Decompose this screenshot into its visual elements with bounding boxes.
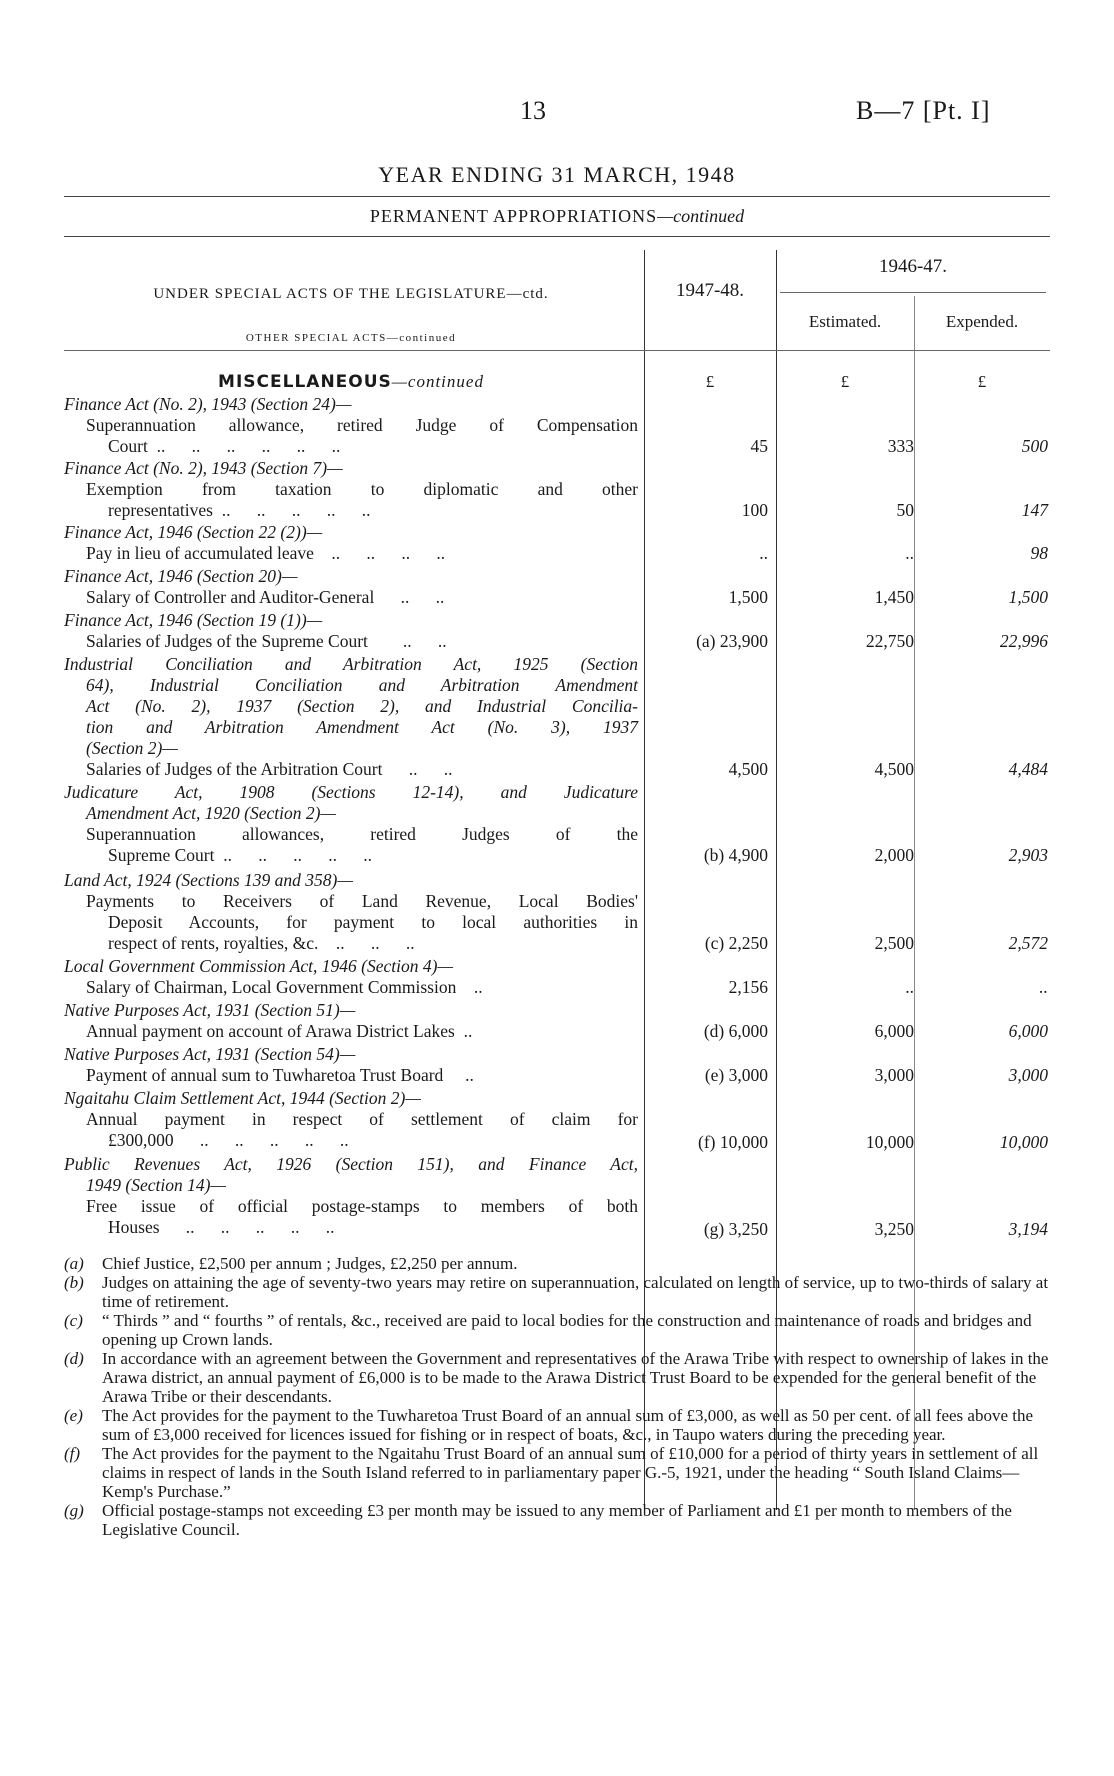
value-estimated: 3,250 <box>874 1219 914 1239</box>
value-estimated: 3,000 <box>874 1065 914 1085</box>
column-header-1946-47: 1946-47. <box>878 256 948 277</box>
footnote-text: Judges on attaining the age of seventy-two years may retire on superannuation, calculated on length of service, up to two-thirds of salary at time of retirement. <box>102 1273 1049 1311</box>
value-1947-48: (a) 23,900 <box>696 631 768 651</box>
value-estimated: 2,000 <box>874 845 914 865</box>
act-reference: Amendment Act, 1920 (Section 2)— <box>86 803 336 823</box>
item-description-continued: Deposit Accounts, for payment to local authorities in <box>108 912 638 932</box>
value-expended: 22,996 <box>999 631 1048 651</box>
act-reference: 64), Industrial Conciliation and Arbitration Amendment <box>86 675 638 695</box>
value-estimated: 6,000 <box>874 1021 914 1041</box>
act-reference: Finance Act (No. 2), 1943 (Section 24)— <box>64 394 352 414</box>
leader-dots: .. .. <box>382 759 453 779</box>
footnote-label: (f) <box>64 1444 81 1463</box>
category-heading-text: MISCELLANEOUS <box>218 372 392 392</box>
item-text: Payment of annual sum to Tuwharetoa Trust Board <box>86 1065 444 1085</box>
item-description <box>64 587 638 608</box>
act-reference: Finance Act (No. 2), 1943 (Section 7)— <box>64 458 343 478</box>
value-expended: 500 <box>1021 436 1048 456</box>
leader-dots: .. .. .. .. .. <box>214 845 372 865</box>
document-reference: B—7 [Pt. I] <box>856 96 991 125</box>
item-text: Salaries of Judges of the Supreme Court <box>86 631 368 651</box>
footnote-label: (b) <box>64 1273 84 1292</box>
value-expended: 3,194 <box>1008 1219 1048 1239</box>
act-reference: Land Act, 1924 (Sections 139 and 358)— <box>64 870 353 890</box>
leader-dots: .. .. .. .. .. <box>159 1217 335 1237</box>
footnote-label: (d) <box>64 1349 84 1368</box>
footnote <box>64 1501 1050 1539</box>
act-reference: Finance Act, 1946 (Section 22 (2))— <box>64 522 323 542</box>
category-heading <box>64 372 638 392</box>
value-1947-48: 2,156 <box>728 977 768 997</box>
act-reference: Industrial Conciliation and Arbitration Act, 1925 (Section <box>64 654 638 674</box>
value-1947-48: 4,500 <box>728 759 768 779</box>
item-text: Supreme Court <box>108 845 215 865</box>
item-text: Annual payment on account of Arawa District Lakes <box>86 1021 455 1041</box>
footnote <box>64 1311 1050 1349</box>
row-description <box>64 870 638 954</box>
item-description: Exemption from taxation to diplomatic and other <box>86 479 638 499</box>
value-1947-48: (f) 10,000 <box>698 1132 768 1152</box>
value-1947-48: 1,500 <box>728 587 768 607</box>
row-description <box>64 566 638 608</box>
footnote-text: “ Thirds ” and “ fourths ” of rentals, &c., received are paid to local bodies for the construction and maintenance of roads and bridges and opening up Crown lands. <box>102 1311 1032 1349</box>
item-description-continued <box>64 1217 638 1238</box>
item-text: representatives <box>108 500 213 520</box>
footnote-text: In accordance with an agreement between the Government and representatives of the Arawa Tribe with respect to ownership of lakes in the Arawa district, an annual payment of £6,000 is to be made to the Arawa District Trust Board to be expended for the general benefit of the Arawa Tribe or their descendants. <box>102 1349 1049 1406</box>
table-heading: UNDER SPECIAL ACTS OF THE LEGISLATURE—ctd. <box>153 286 549 302</box>
value-estimated: 22,750 <box>865 631 914 651</box>
value-expended: 1,500 <box>1008 587 1048 607</box>
item-description <box>64 543 638 564</box>
value-1947-48: (c) 2,250 <box>704 933 768 953</box>
footnote-label: (a) <box>64 1254 84 1273</box>
footnote-text: Chief Justice, £2,500 per annum ; Judges, £2,250 per annum. <box>102 1254 518 1273</box>
page-number: 13 <box>520 96 546 125</box>
value-expended: 147 <box>1021 500 1048 520</box>
section-rule <box>64 236 1050 237</box>
footnote <box>64 1273 1050 1311</box>
row-description <box>64 1044 638 1086</box>
value-1947-48: (b) 4,900 <box>703 845 768 865</box>
footnote <box>64 1349 1050 1406</box>
item-description: Annual payment in respect of settlement of claim for <box>86 1109 638 1129</box>
row-description <box>64 522 638 564</box>
item-description-continued <box>64 500 638 521</box>
section-title-text: PERMANENT APPROPRIATIONS <box>369 206 658 226</box>
footnote <box>64 1406 1050 1444</box>
act-reference: Local Government Commission Act, 1946 (Section 4)— <box>64 956 454 976</box>
footnote-text: The Act provides for the payment to the Tuwharetoa Trust Board of an annual sum of £3,000, as well as 50 per cent. of all fees above the sum of £3,000 received for licences issued for fishing or in respect of boats, &c., in Taupo waters during the preceding year. <box>102 1406 1034 1444</box>
item-text: Salary of Chairman, Local Government Commission <box>86 977 457 997</box>
item-description: Superannuation allowance, retired Judge of Compensation <box>86 415 638 435</box>
item-description-continued <box>64 933 638 954</box>
value-estimated: 333 <box>887 436 914 456</box>
leader-dots: .. <box>443 1065 474 1085</box>
item-text: Court <box>108 436 148 456</box>
value-expended: 3,000 <box>1008 1065 1048 1085</box>
footnote-text: The Act provides for the payment to the Ngaitahu Trust Board of an annual sum of £10,000 for a period of thirty years in settlement of all claims in respect of lands in the South Island referred to in parliamentary paper G.-5, 1921, under the heading “ South Island Claims—Kemp's Purchase.” <box>102 1444 1039 1501</box>
value-1947-48: (g) 3,250 <box>703 1219 768 1239</box>
row-description <box>64 1154 638 1238</box>
footnote <box>64 1254 1050 1273</box>
leader-dots: .. .. <box>374 587 445 607</box>
section-title <box>0 206 1114 227</box>
item-description: Payments to Receivers of Land Revenue, Local Bodies' <box>86 891 638 911</box>
value-estimated: 10,000 <box>865 1132 914 1152</box>
row-description <box>64 610 638 652</box>
value-expended: 10,000 <box>999 1132 1048 1152</box>
item-description <box>64 1065 638 1086</box>
item-description <box>64 977 638 998</box>
row-description <box>64 394 638 457</box>
act-reference: Native Purposes Act, 1931 (Section 54)— <box>64 1044 356 1064</box>
act-reference: Native Purposes Act, 1931 (Section 51)— <box>64 1000 356 1020</box>
act-reference: Finance Act, 1946 (Section 19 (1))— <box>64 610 323 630</box>
currency-symbol: £ <box>840 372 850 391</box>
value-expended: 98 <box>1030 543 1048 563</box>
leader-dots: .. <box>456 977 483 997</box>
item-text: Salaries of Judges of the Arbitration Court <box>86 759 383 779</box>
value-expended: 4,484 <box>1008 759 1048 779</box>
value-expended: 2,572 <box>1008 933 1048 953</box>
row-description <box>64 1000 638 1042</box>
footnote-label: (e) <box>64 1406 83 1425</box>
value-estimated: .. <box>905 977 914 997</box>
section-title-suffix: —continued <box>657 206 745 226</box>
act-reference: Finance Act, 1946 (Section 20)— <box>64 566 298 586</box>
leader-dots: .. .. .. .. <box>313 543 446 563</box>
row-description <box>64 956 638 998</box>
item-description: Free issue of official postage-stamps to members of both <box>86 1196 638 1216</box>
value-1947-48: (d) 6,000 <box>703 1021 768 1041</box>
item-description <box>64 1021 638 1042</box>
value-estimated: 1,450 <box>874 587 914 607</box>
value-1947-48: 45 <box>750 436 768 456</box>
leader-dots: .. .. .. .. .. .. <box>147 436 341 456</box>
leader-dots: .. .. .. .. .. <box>173 1130 349 1150</box>
value-1947-48: 100 <box>741 500 768 520</box>
footnote-label: (c) <box>64 1311 83 1330</box>
table-subheading <box>64 332 638 344</box>
category-heading-suffix: —continued <box>391 372 484 391</box>
column-header-estimated: Estimated. <box>808 312 882 331</box>
act-reference: 1949 (Section 14)— <box>86 1175 226 1195</box>
footnotes <box>64 1254 1050 1539</box>
value-1947-48: .. <box>759 543 768 563</box>
item-text: £300,000 <box>108 1130 174 1150</box>
item-text: respect of rents, royalties, &c. <box>108 933 319 953</box>
item-description <box>64 631 638 652</box>
value-estimated: 4,500 <box>874 759 914 779</box>
footnote-label: (g) <box>64 1501 84 1520</box>
act-reference: Judicature Act, 1908 (Sections 12-14), and Judicature <box>64 782 638 802</box>
currency-symbol: £ <box>705 372 715 391</box>
value-expended: .. <box>1039 977 1048 997</box>
row-description <box>64 654 638 780</box>
column-header-expended: Expended. <box>945 312 1019 331</box>
value-1947-48: (e) 3,000 <box>704 1065 768 1085</box>
item-text: Houses <box>108 1217 160 1237</box>
value-expended: 2,903 <box>1008 845 1048 865</box>
row-description <box>64 782 638 866</box>
top-rule <box>64 196 1050 197</box>
item-description-continued <box>64 845 638 866</box>
leader-dots: .. <box>454 1021 473 1041</box>
value-estimated: 50 <box>896 500 914 520</box>
header-bottom-rule <box>64 350 1050 351</box>
row-description <box>64 1088 638 1151</box>
act-reference: Ngaitahu Claim Settlement Act, 1944 (Section 2)— <box>64 1088 421 1108</box>
act-reference: tion and Arbitration Amendment Act (No. 3), 1937 <box>86 717 638 737</box>
item-description <box>64 759 638 780</box>
row-description <box>64 458 638 521</box>
leader-dots: .. .. <box>367 631 447 651</box>
item-description-continued <box>64 1130 638 1151</box>
item-text: Pay in lieu of accumulated leave <box>86 543 314 563</box>
year-title: YEAR ENDING 31 MARCH, 1948 <box>378 162 736 187</box>
leader-dots: .. .. .. .. .. <box>212 500 371 520</box>
act-reference: (Section 2)— <box>86 738 178 758</box>
footnote-text: Official postage-stamps not exceeding £3 per month may be issued to any member of Parliament and £1 per month to members of the Legislative Council. <box>102 1501 1012 1539</box>
value-estimated: .. <box>905 543 914 563</box>
act-reference: Act (No. 2), 1937 (Section 2), and Industrial Concilia- <box>86 696 638 716</box>
footnote <box>64 1444 1050 1501</box>
table-subheading-text: OTHER SPECIAL ACTS—continued <box>245 332 457 344</box>
item-description: Superannuation allowances, retired Judges of the <box>86 824 638 844</box>
subheader-rule <box>780 292 1046 293</box>
leader-dots: .. .. .. <box>318 933 415 953</box>
item-text: Salary of Controller and Auditor-General <box>86 587 375 607</box>
value-expended: 6,000 <box>1008 1021 1048 1041</box>
currency-symbol: £ <box>977 372 987 391</box>
act-reference: Public Revenues Act, 1926 (Section 151), and Finance Act, <box>64 1154 638 1174</box>
item-description-continued <box>64 436 638 457</box>
value-estimated: 2,500 <box>874 933 914 953</box>
column-header-1947-48: 1947-48. <box>675 280 745 301</box>
